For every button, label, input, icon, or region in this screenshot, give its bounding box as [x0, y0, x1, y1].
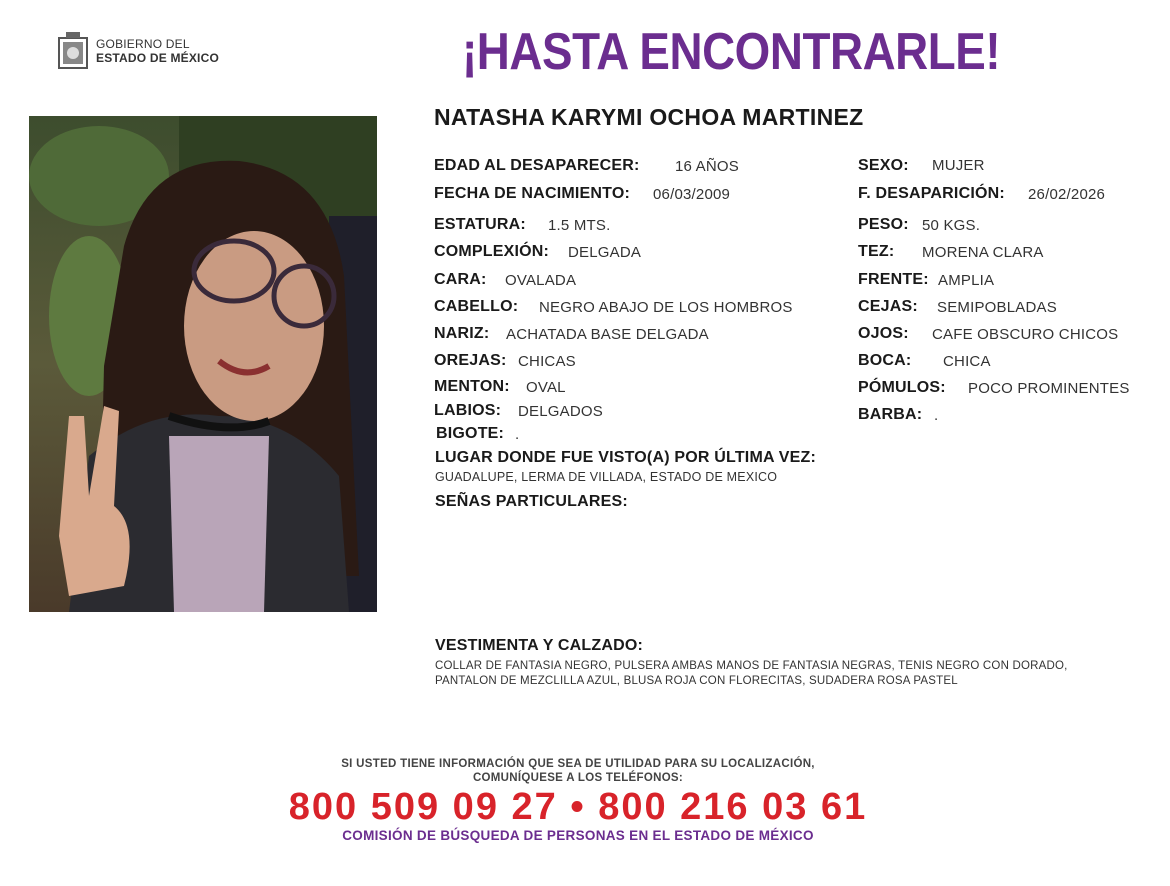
missing-person-photo: [29, 116, 377, 612]
cheekbones-value: POCO PROMINENTES: [968, 380, 1130, 397]
beard-label: BARBA:: [858, 406, 923, 423]
logo-line-1: GOBIERNO DEL: [96, 37, 190, 51]
birthdate-value: 06/03/2009: [653, 186, 731, 203]
face-value: OVALADA: [505, 272, 577, 289]
hair-label: CABELLO:: [434, 298, 519, 315]
sex-value: MUJER: [932, 157, 985, 174]
eyes-value: CAFE OBSCURO CHICOS: [932, 326, 1119, 343]
person-name: NATASHA KARYMI OCHOA MARTINEZ: [434, 104, 864, 130]
distinguishing-marks-label: SEÑAS PARTICULARES:: [435, 493, 628, 510]
age-value: 16 AÑOS: [675, 158, 739, 175]
mouth-value: CHICA: [943, 353, 991, 370]
complexion-value: MORENA CLARA: [922, 244, 1044, 261]
mustache-label: BIGOTE:: [436, 425, 505, 442]
headline: ¡HASTA ENCONTRARLE!: [462, 23, 1001, 81]
sex-label: SEXO:: [858, 157, 909, 174]
complexion-label: TEZ:: [858, 243, 895, 260]
age-label: EDAD AL DESAPARECER:: [434, 157, 640, 174]
beard-value: .: [934, 407, 939, 424]
mouth-label: BOCA:: [858, 352, 912, 369]
forehead-value: AMPLIA: [938, 272, 995, 289]
clothing-label: VESTIMENTA Y CALZADO:: [435, 637, 644, 654]
chin-value: OVAL: [526, 379, 566, 396]
height-label: ESTATURA:: [434, 216, 526, 233]
build-label: COMPLEXIÓN:: [434, 243, 550, 260]
commission-name: COMISIÓN DE BÚSQUEDA DE PERSONAS EN EL ESTADO DE MÉXICO: [342, 828, 814, 843]
clothing-line-2: PANTALON DE MEZCLILLA AZUL, BLUSA ROJA CON FLORECITAS, SUDADERA ROSA PASTEL: [435, 675, 958, 687]
hair-value: NEGRO ABAJO DE LOS HOMBROS: [539, 299, 793, 316]
eyebrows-label: CEJAS:: [858, 298, 918, 315]
phone-numbers: 800 509 09 27 • 800 216 03 61: [288, 786, 868, 828]
weight-value: 50 KGS.: [922, 217, 981, 234]
last-seen-value: GUADALUPE, LERMA DE VILLADA, ESTADO DE MEXICO: [435, 470, 778, 484]
cheekbones-label: PÓMULOS:: [858, 379, 946, 396]
face-label: CARA:: [434, 271, 487, 288]
height-value: 1.5 MTS.: [548, 217, 611, 234]
chin-label: MENTON:: [434, 378, 510, 395]
disappearance-date-label: F. DESAPARICIÓN:: [858, 185, 1005, 202]
last-seen-label: LUGAR DONDE FUE VISTO(A) POR ÚLTIMA VEZ:: [435, 449, 817, 466]
eyes-label: OJOS:: [858, 325, 909, 342]
ears-value: CHICAS: [518, 353, 576, 370]
clothing-line-1: COLLAR DE FANTASIA NEGRO, PULSERA AMBAS MANOS DE FANTASIA NEGRAS, TENIS NEGRO CON DORADO,: [435, 660, 1068, 672]
lips-value: DELGADOS: [518, 403, 603, 420]
disappearance-date-value: 26/02/2026: [1028, 186, 1106, 203]
nose-value: ACHATADA BASE DELGADA: [506, 326, 709, 343]
lips-label: LABIOS:: [434, 402, 502, 419]
logo-line-2: ESTADO DE MÉXICO: [96, 51, 219, 65]
coat-of-arms-icon: [56, 30, 90, 72]
forehead-label: FRENTE:: [858, 271, 929, 288]
birthdate-label: FECHA DE NACIMIENTO:: [434, 185, 630, 202]
mustache-value: .: [515, 426, 520, 443]
weight-label: PESO:: [858, 216, 909, 233]
build-value: DELGADA: [568, 244, 642, 261]
government-logo: [56, 30, 219, 72]
eyebrows-value: SEMIPOBLADAS: [937, 299, 1057, 316]
contact-info-line-2: COMUNÍQUESE A LOS TELÉFONOS:: [472, 772, 684, 784]
ears-label: OREJAS:: [434, 352, 507, 369]
contact-info-line-1: SI USTED TIENE INFORMACIÓN QUE SEA DE UTILIDAD PARA SU LOCALIZACIÓN,: [341, 758, 815, 770]
nose-label: NARIZ:: [434, 325, 490, 342]
